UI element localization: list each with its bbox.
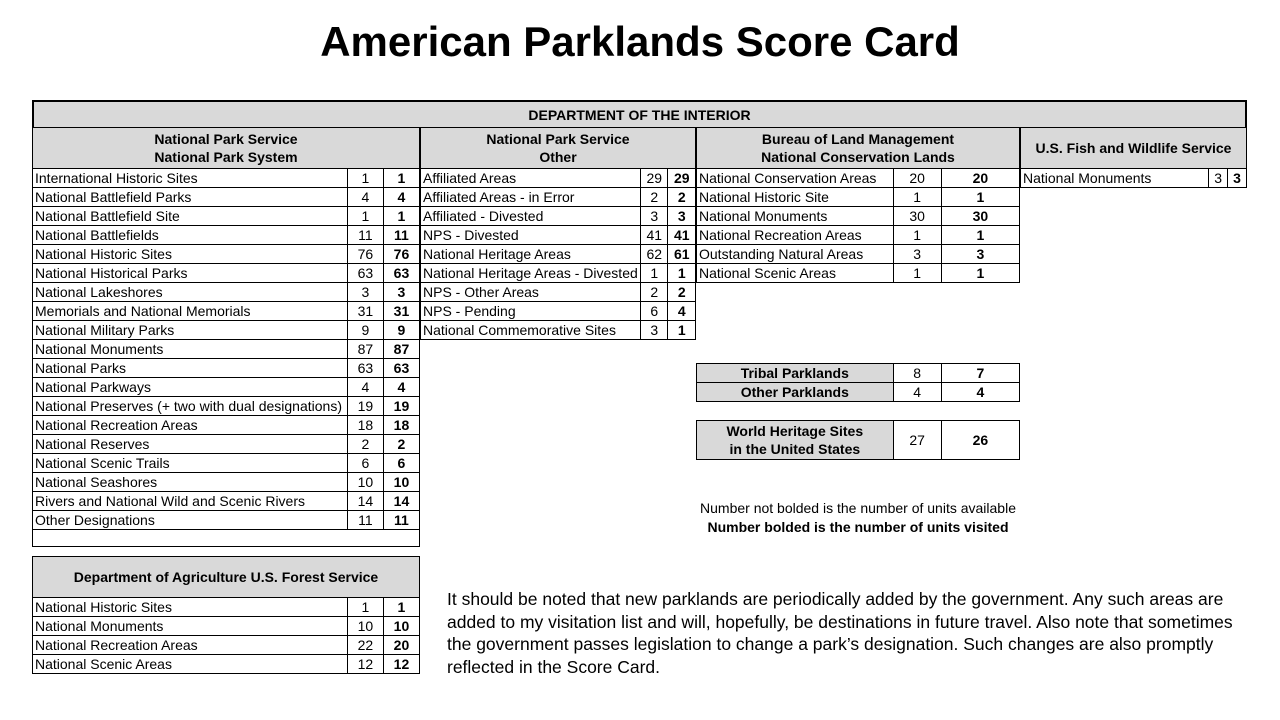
blm-header bbox=[697, 128, 1020, 169]
row-visited: 2 bbox=[668, 188, 696, 207]
row-name: National Monuments bbox=[33, 617, 348, 636]
world-heritage-line1: World Heritage Sites bbox=[726, 423, 864, 439]
fws-table bbox=[1020, 127, 1247, 188]
row-available: 9 bbox=[347, 321, 383, 340]
table-row bbox=[697, 226, 1020, 245]
row-visited: 11 bbox=[383, 511, 419, 530]
row-visited: 30 bbox=[941, 207, 1019, 226]
row-available: 1 bbox=[640, 264, 668, 283]
row-name: Memorials and National Memorials bbox=[33, 302, 348, 321]
row-name: National Scenic Areas bbox=[33, 655, 348, 674]
nps-other-table bbox=[420, 127, 696, 340]
table-row bbox=[33, 511, 420, 530]
row-name: National Battlefield Parks bbox=[33, 188, 348, 207]
row-name: National Commemorative Sites bbox=[421, 321, 641, 340]
blm-table bbox=[696, 127, 1020, 283]
row-available: 1 bbox=[347, 598, 383, 617]
row-name: NPS - Divested bbox=[421, 226, 641, 245]
row-available: 2 bbox=[640, 283, 668, 302]
row-available: 18 bbox=[347, 416, 383, 435]
row-visited: 31 bbox=[383, 302, 419, 321]
table-row bbox=[33, 340, 420, 359]
row-visited: 1 bbox=[383, 207, 419, 226]
row-name: Rivers and National Wild and Scenic Rivers bbox=[33, 492, 348, 511]
row-available: 3 bbox=[1209, 169, 1228, 188]
row-available: 1 bbox=[893, 264, 941, 283]
world-heritage-available: 27 bbox=[893, 421, 941, 460]
row-name: National Scenic Areas bbox=[697, 264, 894, 283]
blm-header-line2: National Conservation Lands bbox=[761, 149, 955, 165]
row-available: 20 bbox=[893, 169, 941, 188]
row-name: National Seashores bbox=[33, 473, 348, 492]
row-name: National Military Parks bbox=[33, 321, 348, 340]
row-visited: 4 bbox=[941, 383, 1019, 402]
table-row bbox=[33, 397, 420, 416]
row-name: National Historical Parks bbox=[33, 264, 348, 283]
world-heritage-visited: 26 bbox=[941, 421, 1019, 460]
nps-system-header-line1: National Park Service bbox=[154, 131, 298, 147]
row-name: National Recreation Areas bbox=[697, 226, 894, 245]
table-row bbox=[33, 655, 420, 674]
row-available: 31 bbox=[347, 302, 383, 321]
table-row bbox=[33, 454, 420, 473]
row-name: NPS - Pending bbox=[421, 302, 641, 321]
row-visited: 2 bbox=[668, 283, 696, 302]
table-row bbox=[33, 283, 420, 302]
table-row-empty bbox=[33, 530, 420, 547]
row-visited: 10 bbox=[383, 473, 419, 492]
row-name: Other Parklands bbox=[697, 383, 894, 402]
row-available: 4 bbox=[347, 188, 383, 207]
nps-other-header-line1: National Park Service bbox=[486, 131, 630, 147]
row-visited: 1 bbox=[941, 264, 1019, 283]
table-row bbox=[421, 207, 696, 226]
row-name: Tribal Parklands bbox=[697, 364, 894, 383]
row-name: National Recreation Areas bbox=[33, 636, 348, 655]
row-available: 63 bbox=[347, 359, 383, 378]
row-available: 29 bbox=[640, 169, 668, 188]
row-available: 6 bbox=[347, 454, 383, 473]
row-available: 30 bbox=[893, 207, 941, 226]
empty-cell bbox=[33, 530, 420, 547]
row-name: National Lakeshores bbox=[33, 283, 348, 302]
row-available: 19 bbox=[347, 397, 383, 416]
row-visited: 4 bbox=[668, 302, 696, 321]
row-name: National Conservation Areas bbox=[697, 169, 894, 188]
row-name: National Reserves bbox=[33, 435, 348, 454]
table-row bbox=[697, 383, 1020, 402]
table-row bbox=[697, 264, 1020, 283]
row-visited: 3 bbox=[1228, 169, 1247, 188]
row-visited: 12 bbox=[383, 655, 419, 674]
world-heritage-line2: in the United States bbox=[729, 441, 861, 457]
row-name: National Historic Sites bbox=[33, 598, 348, 617]
row-name: Outstanding Natural Areas bbox=[697, 245, 894, 264]
row-visited: 1 bbox=[668, 264, 696, 283]
row-name: Affiliated - Divested bbox=[421, 207, 641, 226]
row-available: 62 bbox=[640, 245, 668, 264]
row-visited: 9 bbox=[383, 321, 419, 340]
table-row bbox=[33, 435, 420, 454]
row-available: 76 bbox=[347, 245, 383, 264]
table-row bbox=[697, 169, 1020, 188]
table-row bbox=[421, 321, 696, 340]
page-title: American Parklands Score Card bbox=[320, 18, 960, 65]
table-row bbox=[421, 302, 696, 321]
row-name: NPS - Other Areas bbox=[421, 283, 641, 302]
row-visited: 29 bbox=[668, 169, 696, 188]
table-row bbox=[33, 359, 420, 378]
row-name: National Historic Site bbox=[697, 188, 894, 207]
interior-header-label: DEPARTMENT OF THE INTERIOR bbox=[33, 101, 1246, 129]
row-name: National Historic Sites bbox=[33, 245, 348, 264]
row-visited: 61 bbox=[668, 245, 696, 264]
table-row bbox=[697, 364, 1020, 383]
row-name: National Heritage Areas - Divested bbox=[421, 264, 641, 283]
row-visited: 41 bbox=[668, 226, 696, 245]
row-visited: 1 bbox=[383, 169, 419, 188]
table-row bbox=[33, 226, 420, 245]
row-name: National Preserves (+ two with dual designations) bbox=[33, 397, 348, 416]
legend-visited: Number bolded is the number of units visited bbox=[707, 519, 1009, 535]
nps-system-header-line2: National Park System bbox=[154, 149, 298, 165]
row-visited: 3 bbox=[383, 283, 419, 302]
table-row bbox=[33, 169, 420, 188]
table-row bbox=[697, 245, 1020, 264]
row-name: Affiliated Areas - in Error bbox=[421, 188, 641, 207]
row-visited: 20 bbox=[941, 169, 1019, 188]
row-visited: 3 bbox=[941, 245, 1019, 264]
row-visited: 11 bbox=[383, 226, 419, 245]
row-available: 3 bbox=[893, 245, 941, 264]
row-visited: 2 bbox=[383, 435, 419, 454]
row-visited: 4 bbox=[383, 378, 419, 397]
row-available: 11 bbox=[347, 511, 383, 530]
row-available: 63 bbox=[347, 264, 383, 283]
table-row bbox=[33, 264, 420, 283]
world-heritage-table bbox=[696, 420, 1020, 460]
row-name: National Monuments bbox=[697, 207, 894, 226]
table-row bbox=[33, 636, 420, 655]
table-row bbox=[1021, 169, 1247, 188]
row-available: 1 bbox=[893, 226, 941, 245]
row-visited: 63 bbox=[383, 264, 419, 283]
table-row bbox=[421, 226, 696, 245]
table-row bbox=[421, 283, 696, 302]
row-visited: 4 bbox=[383, 188, 419, 207]
row-available: 10 bbox=[347, 473, 383, 492]
row-name: International Historic Sites bbox=[33, 169, 348, 188]
row-name: National Scenic Trails bbox=[33, 454, 348, 473]
row-visited: 1 bbox=[941, 226, 1019, 245]
row-name: National Parks bbox=[33, 359, 348, 378]
table-row bbox=[421, 188, 696, 207]
row-available: 4 bbox=[893, 383, 941, 402]
row-available: 12 bbox=[347, 655, 383, 674]
table-row bbox=[33, 188, 420, 207]
table-row bbox=[33, 492, 420, 511]
row-available: 8 bbox=[893, 364, 941, 383]
table-row bbox=[697, 207, 1020, 226]
table-row bbox=[33, 598, 420, 617]
interior-header bbox=[32, 100, 1247, 130]
nps-system-table bbox=[32, 127, 420, 547]
table-row bbox=[33, 302, 420, 321]
footnote: It should be noted that new parklands are periodically added by the government. Any such areas are added to my visitation list and will, hopefully, be destinations in future travel. Also note that sometimes the government passes legislation to change a park’s designation. Such changes are also promptly reflected in the Score Card. bbox=[447, 589, 1233, 677]
table-row bbox=[697, 188, 1020, 207]
row-available: 3 bbox=[640, 207, 668, 226]
row-visited: 6 bbox=[383, 454, 419, 473]
row-available: 22 bbox=[347, 636, 383, 655]
row-available: 41 bbox=[640, 226, 668, 245]
nps-other-header bbox=[421, 128, 696, 169]
other-parklands-table bbox=[696, 363, 1020, 402]
legend-available: Number not bolded is the number of units available bbox=[700, 500, 1016, 516]
row-name: National Battlefield Site bbox=[33, 207, 348, 226]
world-heritage-label bbox=[697, 421, 894, 460]
agriculture-header: Department of Agriculture U.S. Forest Service bbox=[33, 557, 420, 598]
row-visited: 87 bbox=[383, 340, 419, 359]
table-row bbox=[33, 378, 420, 397]
table-row bbox=[33, 321, 420, 340]
table-row bbox=[421, 264, 696, 283]
row-available: 3 bbox=[347, 283, 383, 302]
row-name: National Parkways bbox=[33, 378, 348, 397]
row-available: 3 bbox=[640, 321, 668, 340]
row-available: 4 bbox=[347, 378, 383, 397]
row-available: 1 bbox=[347, 207, 383, 226]
row-visited: 1 bbox=[383, 598, 419, 617]
row-visited: 63 bbox=[383, 359, 419, 378]
row-visited: 7 bbox=[941, 364, 1019, 383]
row-available: 10 bbox=[347, 617, 383, 636]
row-available: 2 bbox=[640, 188, 668, 207]
row-visited: 18 bbox=[383, 416, 419, 435]
agriculture-table bbox=[32, 556, 420, 674]
row-name: Other Designations bbox=[33, 511, 348, 530]
table-row bbox=[421, 245, 696, 264]
row-name: National Battlefields bbox=[33, 226, 348, 245]
row-available: 2 bbox=[347, 435, 383, 454]
row-name: National Heritage Areas bbox=[421, 245, 641, 264]
row-available: 6 bbox=[640, 302, 668, 321]
row-visited: 76 bbox=[383, 245, 419, 264]
row-available: 1 bbox=[347, 169, 383, 188]
row-available: 11 bbox=[347, 226, 383, 245]
row-name: National Monuments bbox=[1021, 169, 1209, 188]
row-visited: 1 bbox=[668, 321, 696, 340]
row-name: National Monuments bbox=[33, 340, 348, 359]
row-available: 1 bbox=[893, 188, 941, 207]
table-row bbox=[33, 245, 420, 264]
row-visited: 20 bbox=[383, 636, 419, 655]
table-row bbox=[421, 169, 696, 188]
table-row bbox=[33, 416, 420, 435]
nps-other-header-line2: Other bbox=[539, 149, 577, 165]
row-name: Affiliated Areas bbox=[421, 169, 641, 188]
nps-system-header bbox=[33, 128, 420, 169]
row-name: National Recreation Areas bbox=[33, 416, 348, 435]
blm-header-line1: Bureau of Land Management bbox=[761, 131, 955, 147]
table-row bbox=[33, 473, 420, 492]
fws-header: U.S. Fish and Wildlife Service bbox=[1021, 128, 1247, 169]
table-row bbox=[33, 617, 420, 636]
row-visited: 10 bbox=[383, 617, 419, 636]
row-visited: 14 bbox=[383, 492, 419, 511]
row-visited: 1 bbox=[941, 188, 1019, 207]
row-visited: 19 bbox=[383, 397, 419, 416]
row-available: 87 bbox=[347, 340, 383, 359]
row-available: 14 bbox=[347, 492, 383, 511]
table-row bbox=[33, 207, 420, 226]
row-visited: 3 bbox=[668, 207, 696, 226]
